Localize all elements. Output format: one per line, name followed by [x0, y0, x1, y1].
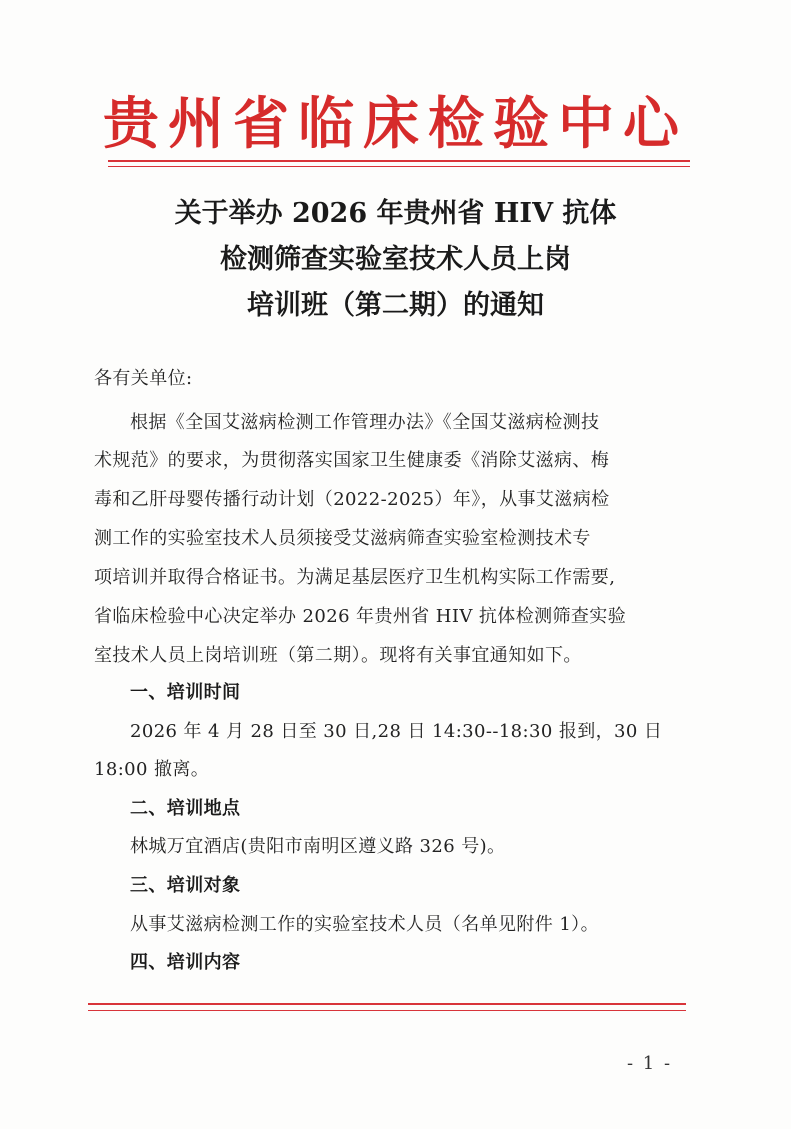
section-heading-location: 二、培训地点	[130, 798, 241, 819]
salutation: 各有关单位:	[94, 368, 193, 389]
intro-line-7: 室技术人员上岗培训班（第二期）。现将有关事宜通知如下。	[94, 645, 582, 666]
intro-line-5: 项培训并取得合格证书。为满足基层医疗卫生机构实际工作需要,	[94, 567, 616, 588]
organization-header: 贵州省临床检验中心	[103, 91, 688, 157]
intro-line-4: 测工作的实验室技术人员须接受艾滋病筛查实验室检测技术专	[94, 528, 591, 549]
title-line-1: 关于举办 2026 年贵州省 HIV 抗体	[174, 198, 617, 229]
intro-line-6: 省临床检验中心决定举办 2026 年贵州省 HIV 抗体检测筛查实验	[94, 606, 627, 627]
time-line-2: 18:00 撤离。	[94, 759, 210, 780]
audience-line-1: 从事艾滋病检测工作的实验室技术人员（名单见附件 1）。	[130, 914, 599, 935]
section-heading-time: 一、培训时间	[130, 682, 241, 703]
intro-line-2: 术规范》的要求，为贯彻落实国家卫生健康委《消除艾滋病、梅	[94, 450, 610, 471]
page-number: - 1 -	[627, 1053, 673, 1074]
title-line-3: 培训班（第二期）的通知	[247, 290, 544, 321]
intro-line-1: 根据《全国艾滋病检测工作管理办法》《全国艾滋病检测技	[130, 412, 600, 433]
section-heading-audience: 三、培训对象	[130, 875, 241, 896]
location-line-1: 林城万宜酒店(贵阳市南明区遵义路 326 号)。	[130, 836, 506, 857]
title-line-2: 检测筛查实验室技术人员上岗	[220, 244, 571, 275]
time-line-1: 2026 年 4 月 28 日至 30 日,28 日 14:30--18:30 报到，30 日	[130, 721, 663, 742]
intro-line-3: 毒和乙肝母婴传播行动计划（2022-2025）年》，从事艾滋病检	[94, 489, 610, 510]
section-heading-content: 四、培训内容	[130, 952, 241, 973]
footer-rule-thin	[88, 1010, 686, 1011]
header-rule-thick	[108, 160, 690, 162]
footer-rule-thick	[88, 1003, 686, 1005]
header-rule-thin	[108, 166, 690, 167]
